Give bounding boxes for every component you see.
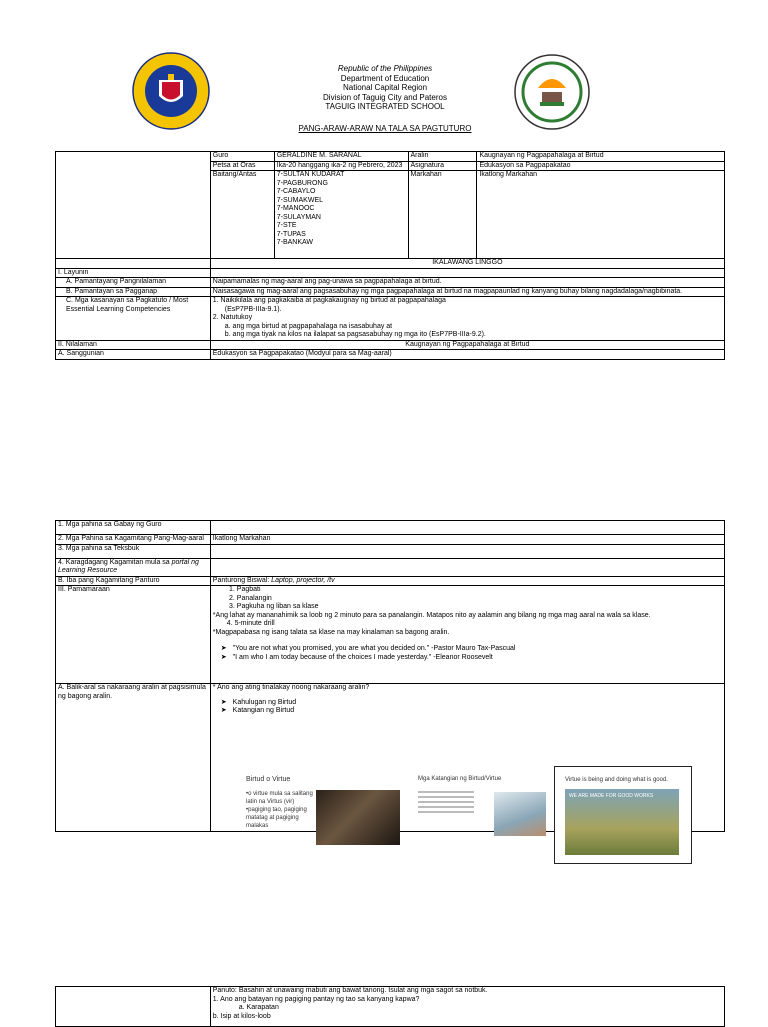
sanggunian-label: A. Sanggunian [56,350,211,360]
competency-line: 1. Naikikilala ang pagkakaiba at pagkakaugnay ng birtud at pagpapahalaga [212,297,446,304]
slide-virtue [554,766,692,864]
header-division: Division of Taguig City and Pateros [323,92,447,102]
header-department: Department of Education [340,73,430,83]
blank-cell [210,558,724,576]
slide-text-block [418,788,474,842]
petsa-value: Ika-20 hanggang ika-2 ng Pebrero, 2023 [274,161,408,171]
iba-pang-kagamitan-value [210,576,724,586]
choice-text: b. Isip at kilos-loob [212,1012,271,1020]
slide-bullet: •o virtue mula sa salitang latin na Virtus (vir) [246,791,313,805]
sanggunian-value: Edukasyon sa Pagpapakatao (Modyul para sa Mag-aaral) [210,350,724,360]
review-question: * Ano ang ating tinalakay noong nakaraang aralin? [212,684,370,691]
section-item: 7-CABAYLO [276,188,316,195]
nilalaman-value: Kaugnayan ng Pagpapahalaga at Birtud [210,340,724,350]
markahan-value: Ikatlong Markahan [477,171,725,259]
banner-text: WE ARE MADE FOR GOOD WORKS [569,793,654,799]
header-school: TAGUIG INTEGRATED SCHOOL [325,102,445,111]
assessment-content [210,987,724,1027]
asignatura-label: Asignatura [408,161,477,171]
blank-cell [56,152,211,259]
header-region: National Capital Region [342,83,428,92]
markahan-label: Markahan [408,171,477,259]
drill-note: *Magpapabasa ng isang talata sa klase na may kinalaman sa bagong aralin. [212,628,450,636]
section-item: 7-SUMAKWEL [276,196,324,204]
aralin-label: Aralin [408,152,477,162]
procedure-step: 3. Pagkuha ng liban sa klase [237,603,722,612]
pamantayang-pangnilalaman-label: A. Pamantayang Pangnilalaman [56,278,211,288]
competency-line: b. ang mga tiyak na kilos na ilalapat sa pagsasabuhay ng mga ito (EsP7PB-IIIa-9.2). [224,331,486,338]
section-item: 7-TUPAS [276,230,306,238]
competency-line: (EsP7PB-IIIa-9.1). [224,305,282,313]
header-republic: Republic of the Philippines [337,64,433,73]
slide-bullet: •pagiging tao, pagiging matatag at pagiging malakas [246,807,307,829]
blank-cell [210,544,724,558]
aralin-value: Kaugnayan ng Pagpapahalaga at Birtud [477,152,725,162]
karagdagang-text: 4. Karagdagang Kagamitan mula sa [58,558,172,566]
school-header [250,64,520,112]
slide-katangian [416,772,548,852]
drill-label: 4. 5-minute drill [226,620,275,627]
rope-photo [316,790,400,845]
teksbuk-label: 3. Mga pahina sa Teksbuk [56,544,211,558]
quote-item: ➤ "You are not what you promised, you are what you decided on." -Pastor Mauro Tax-Pascual [221,645,722,654]
section-item: 7-PAGBURONG [276,179,328,187]
section-item: 7-STE [276,222,297,229]
guro-label: Guro [210,152,274,162]
quote-item: ➤ "I am who I am today because of the choices I made yesterday." -Eleanor Roosevelt [221,654,722,663]
procedure-step: 1. Pagbati [237,586,722,595]
elderly-photo [494,792,546,836]
section-item: 7-BANKAW [276,239,314,246]
baitang-label: Baitang/Antas [210,171,274,259]
nilalaman-label: II. Nilalaman [56,340,211,350]
equipment-text: Laptop, projector, /tv [271,576,335,584]
gabay-guro-label: 1. Mga pahina sa Gabay ng Guro [56,521,211,535]
lesson-plan-table [55,151,725,360]
procedure-step: 2. Panalangin [237,595,722,604]
pamantayan-pagganap-label: B. Pamantayan sa Pagganap [56,287,211,297]
iba-pang-kagamitan-label: B. Iba pang Kagamitang Panturo [56,576,211,586]
pamamaraan-value [210,586,724,684]
review-item: ➤ Kahulugan ng Birtud [221,699,722,708]
review-item: ➤ Katangian ng Birtud [221,707,722,716]
section-item: 7-MANOOC [276,205,315,212]
question-text: 1. Ano ang batayan ng pagiging pantay ng tao sa kanyang kapwa? [212,995,420,1003]
procedure-note: *Ang lahat ay mananahimik sa loob ng 2 minuto para sa panalangin. Matapos nito ay aalamin ang bilang ng mga mag aaral na wala sa klase. [212,611,651,619]
kasanayan-value [210,297,724,341]
pamantayan-pagganap-value: Naisasagawa ng mag-aaral ang pagsasabuhay ng mga pagpapahalaga at birtud na magpapaunlad ng kanyang buhay bilang nagdadalaga/nagbibinata. [210,287,724,297]
slide-birtud [242,772,404,852]
karagdagang-kagamitan-label [56,558,211,576]
kagamitang-label: 2. Mga Pahina sa Kagamitang Pang-Mag-aaral [56,535,211,545]
blank-cell [210,268,724,278]
slide-title: Mga Katangian ng Birtud/Virtue [418,776,502,782]
competency-line: 2. Natutukoy [212,314,253,321]
kagamitang-value: Ikatlong Markahan [210,535,724,545]
pamamaraan-label: III. Pamamaraan [56,586,211,684]
deped-seal-logo [132,52,210,130]
assessment-table [55,986,725,1027]
panturong-biswal-text: Panturong Biswal: [212,576,272,584]
petsa-label: Petsa at Oras [210,161,274,171]
blank-cell [56,987,211,1027]
blank-cell [210,521,724,535]
sections-list [274,171,408,259]
learning-resource-text: portal ng Learning Resource [58,558,199,574]
document-title: PANG-ARAW-ARAW NA TALA SA PAGTUTURO [298,124,472,133]
pamantayang-pangnilalaman-value: Naipamamalas ng mag-aaral ang pag-unawa sa pagpapahalaga at birtud. [210,278,724,288]
blank-cell [56,259,211,269]
kasanayan-label: C. Mga kasanayan sa Pagkatuto / Most Essential Learning Competencies [56,297,211,341]
competency-line: a. ang mga birtud at pagpapahalaga na isasabuhay at [224,322,393,330]
choice-text: a. Karapatan [238,1004,279,1011]
section-item: 7-SULTAN KUDARAT [276,171,345,178]
asignatura-value: Edukasyon sa Pagpapakatao [477,161,725,171]
good-works-banner [565,789,679,855]
slide-title: Virtue is being and doing what is good. [565,777,668,783]
balik-aral-label: A. Balik-aral sa nakaraang aralin at pagsisimula ng bagong aralin. [56,684,211,832]
school-seal-logo [514,54,590,130]
layunin-label: I. Layunin [56,268,211,278]
section-item: 7-SULAYMAN [276,213,321,221]
guro-value: GERALDINE M. SARANAL [274,152,408,162]
instruction-text: Panuto: Basahin at unawaing mabuti ang bawat tanong. Isulat ang mga sagot sa notbuk. [212,987,488,994]
week-label: IKALAWANG LINGGO [210,259,724,269]
slide-title: Birtud o Virtue [246,776,291,783]
